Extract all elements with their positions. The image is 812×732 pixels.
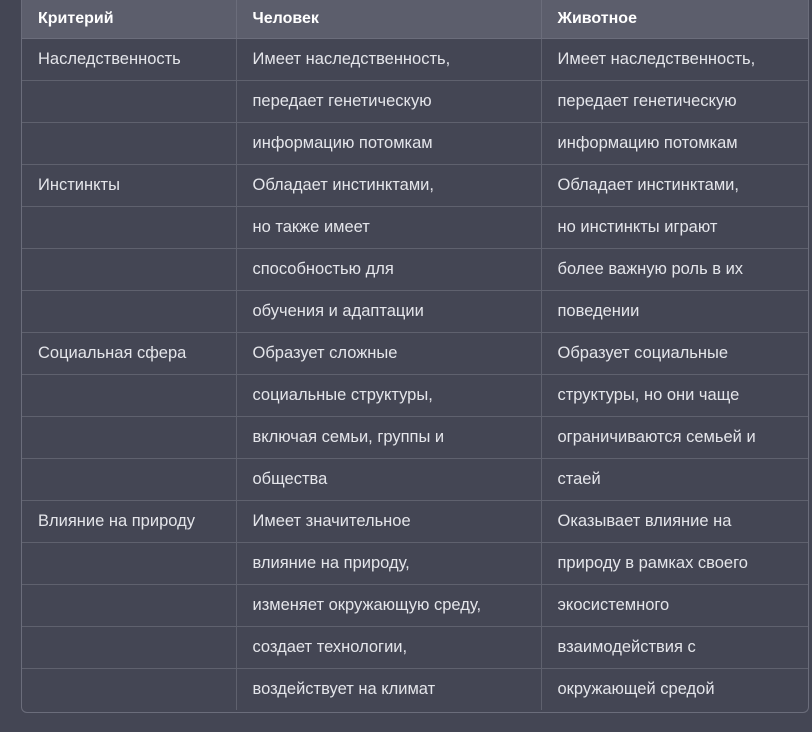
cell-criterion: [22, 290, 236, 332]
table-row: [22, 374, 808, 416]
comparison-table-container: [21, 0, 809, 713]
cell-animal: природу в рамках своего: [541, 542, 808, 584]
cell-criterion: [22, 80, 236, 122]
cell-animal: Образует социальные: [541, 332, 808, 374]
cell-animal: Оказывает влияние на: [541, 500, 808, 542]
table-row: [22, 668, 808, 710]
cell-animal: передает генетическую: [541, 80, 808, 122]
cell-animal: информацию потомкам: [541, 122, 808, 164]
cell-human: влияние на природу,: [236, 542, 541, 584]
cell-criterion: [22, 668, 236, 710]
table-row: [22, 122, 808, 164]
cell-animal: ограничиваются семьей и: [541, 416, 808, 458]
table-header: [22, 0, 808, 38]
cell-human: социальные структуры,: [236, 374, 541, 416]
cell-criterion: [22, 206, 236, 248]
cell-human: изменяет окружающую среду,: [236, 584, 541, 626]
cell-human: Имеет значительное: [236, 500, 541, 542]
cell-criterion: Наследственность: [22, 38, 236, 80]
cell-animal: взаимодействия с: [541, 626, 808, 668]
cell-animal: окружающей средой: [541, 668, 808, 710]
table-row: [22, 584, 808, 626]
cell-human: Имеет наследственность,: [236, 38, 541, 80]
cell-animal: Имеет наследственность,: [541, 38, 808, 80]
cell-criterion: Инстинкты: [22, 164, 236, 206]
cell-human: Обладает инстинктами,: [236, 164, 541, 206]
header-row: [22, 0, 808, 38]
table-row: [22, 80, 808, 122]
header-animal: Животное: [541, 0, 808, 38]
cell-human: Образует сложные: [236, 332, 541, 374]
cell-criterion: [22, 374, 236, 416]
cell-criterion: [22, 584, 236, 626]
cell-animal: стаей: [541, 458, 808, 500]
cell-criterion: Социальная сфера: [22, 332, 236, 374]
cell-animal: поведении: [541, 290, 808, 332]
cell-human: информацию потомкам: [236, 122, 541, 164]
cell-animal: структуры, но они чаще: [541, 374, 808, 416]
cell-animal: Обладает инстинктами,: [541, 164, 808, 206]
header-human: Человек: [236, 0, 541, 38]
table-row: [22, 332, 808, 374]
table-row: [22, 416, 808, 458]
cell-human: включая семьи, группы и: [236, 416, 541, 458]
cell-human: передает генетическую: [236, 80, 541, 122]
cell-human: создает технологии,: [236, 626, 541, 668]
cell-human: обучения и адаптации: [236, 290, 541, 332]
cell-criterion: [22, 542, 236, 584]
comparison-table: [22, 0, 808, 710]
table-row: [22, 164, 808, 206]
table-row: [22, 206, 808, 248]
table-row: [22, 542, 808, 584]
cell-human: но также имеет: [236, 206, 541, 248]
table-row: [22, 500, 808, 542]
table-row: [22, 290, 808, 332]
cell-human: способностью для: [236, 248, 541, 290]
cell-animal: но инстинкты играют: [541, 206, 808, 248]
cell-animal: экосистемного: [541, 584, 808, 626]
table-row: [22, 626, 808, 668]
cell-criterion: [22, 248, 236, 290]
cell-criterion: Влияние на природу: [22, 500, 236, 542]
table-body: [22, 38, 808, 710]
header-criterion: Критерий: [22, 0, 236, 38]
cell-criterion: [22, 416, 236, 458]
cell-human: воздействует на климат: [236, 668, 541, 710]
cell-criterion: [22, 458, 236, 500]
cell-human: общества: [236, 458, 541, 500]
table-row: [22, 458, 808, 500]
cell-animal: более важную роль в их: [541, 248, 808, 290]
table-row: [22, 38, 808, 80]
table-row: [22, 248, 808, 290]
cell-criterion: [22, 626, 236, 668]
cell-criterion: [22, 122, 236, 164]
